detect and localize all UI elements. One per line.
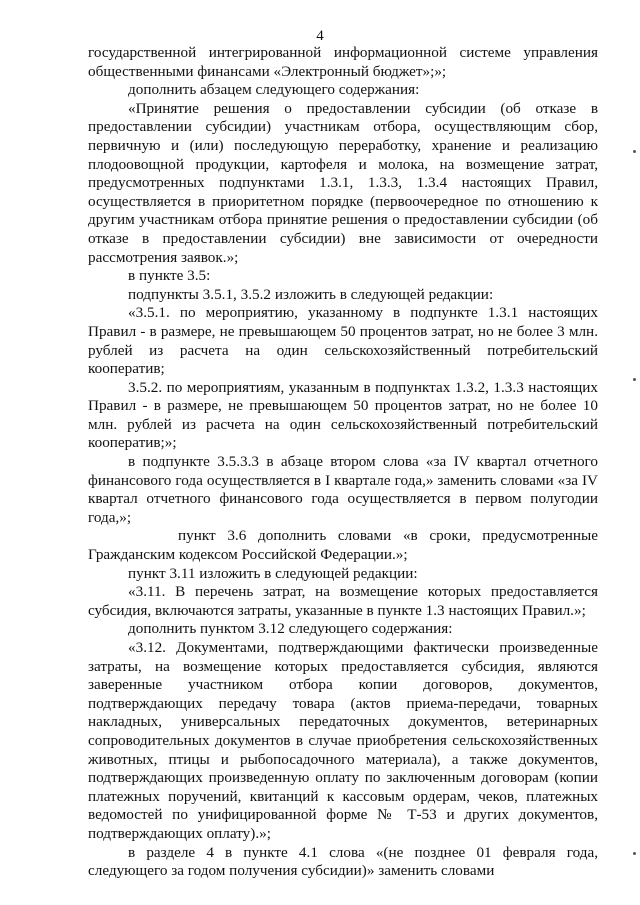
scan-speck <box>633 852 636 855</box>
paragraph: дополнить абзацем следующего содержания: <box>128 81 420 99</box>
document-body <box>88 44 598 881</box>
paragraph: подпункты 3.5.1, 3.5.2 изложить в следующей редакции: <box>128 285 494 303</box>
scan-speck <box>633 150 636 153</box>
paragraph: в подпункте 3.5.3.3 в абзаце втором слова «за IV квартал отчетного финансового года осуществляется в I квартале года,» заменить словами «за IV квартал отчетного финансового года осуществляется в первом полугодии года,»; <box>88 453 598 526</box>
paragraph: пункт 3.11 изложить в следующей редакции: <box>128 564 418 582</box>
paragraph: «3.5.1. по мероприятию, указанному в подпункте 1.3.1 настоящих Правил - в размере, не превышающем 50 процентов затрат, но не более 3 млн. рублей из расчета на один сельскохозяйственный потребительский кооператив; <box>88 304 598 378</box>
paragraph: государственной интегрированной информационной системе управления общественными финансами «Электронный бюджет»;»; <box>88 44 598 80</box>
paragraph: «3.12. Документами, подтверждающими фактически произведенные затраты, на возмещение которых предоставляется субсидия, являются заверенные участником отбора копии договоров, документов, подтверждающих передачу товара (актов приема-передачи, товарных накладных, универсальных передаточных документов, ветеринарных сопроводительных документов в случае приобретения сельскохозяйственных животных, птицы и рыбопосадочного материала), а также документов, подтверждающих произведенную оплату по заключенным договорам (копии платежных поручений, квитанций к кассовым ордерам, чеков, платежных ведомостей по унифицированной форме № Т-53 и других документов, подтверждающих оплату).»; <box>88 639 598 842</box>
paragraph: 3.5.2. по мероприятиям, указанным в подпунктах 1.3.2, 1.3.3 настоящих Правил - в размере, не превышающем 50 процентов затрат, но не более 10 млн. рублей из расчета на один сельскохозяйственный потребительский кооператив;»; <box>88 378 598 452</box>
paragraph: в разделе 4 в пункте 4.1 слова «(не позднее 01 февраля года, следующего за годом получения субсидии)» заменить словами <box>88 843 598 880</box>
paragraph: в пункте 3.5: <box>128 267 211 285</box>
page-number: 4 <box>316 28 324 44</box>
paragraph: «3.11. В перечень затрат, на возмещение которых предоставляется субсидия, включаются затраты, указанные в пункте 1.3 настоящих Правил.»; <box>88 583 598 619</box>
scan-speck <box>633 378 636 381</box>
paragraph: «Принятие решения о предоставлении субсидии (об отказе в предоставлении субсидии) участникам отбора, осуществляющим сбор, первичную и (или) последующую переработку, хранение и реализацию плодоовощной продукции, картофеля и молока, на возмещение затрат, предусмотренных подпунктами 1.3.1, 1.3.3, 1.3.4 настоящих Правил, осуществляется в приоритетном порядке (первоочередное по отношению к другим участникам отбора принятие решения о предоставлении субсидии (об отказе в предоставлении субсидии) вне зависимости от очередности рассмотрения заявок.»; <box>88 99 598 266</box>
paragraph: дополнить пунктом 3.12 следующего содержания: <box>128 620 453 638</box>
paragraph: пункт 3.6 дополнить словами «в сроки, предусмотренные Гражданским кодексом Российской Федерации.»; <box>88 527 598 564</box>
